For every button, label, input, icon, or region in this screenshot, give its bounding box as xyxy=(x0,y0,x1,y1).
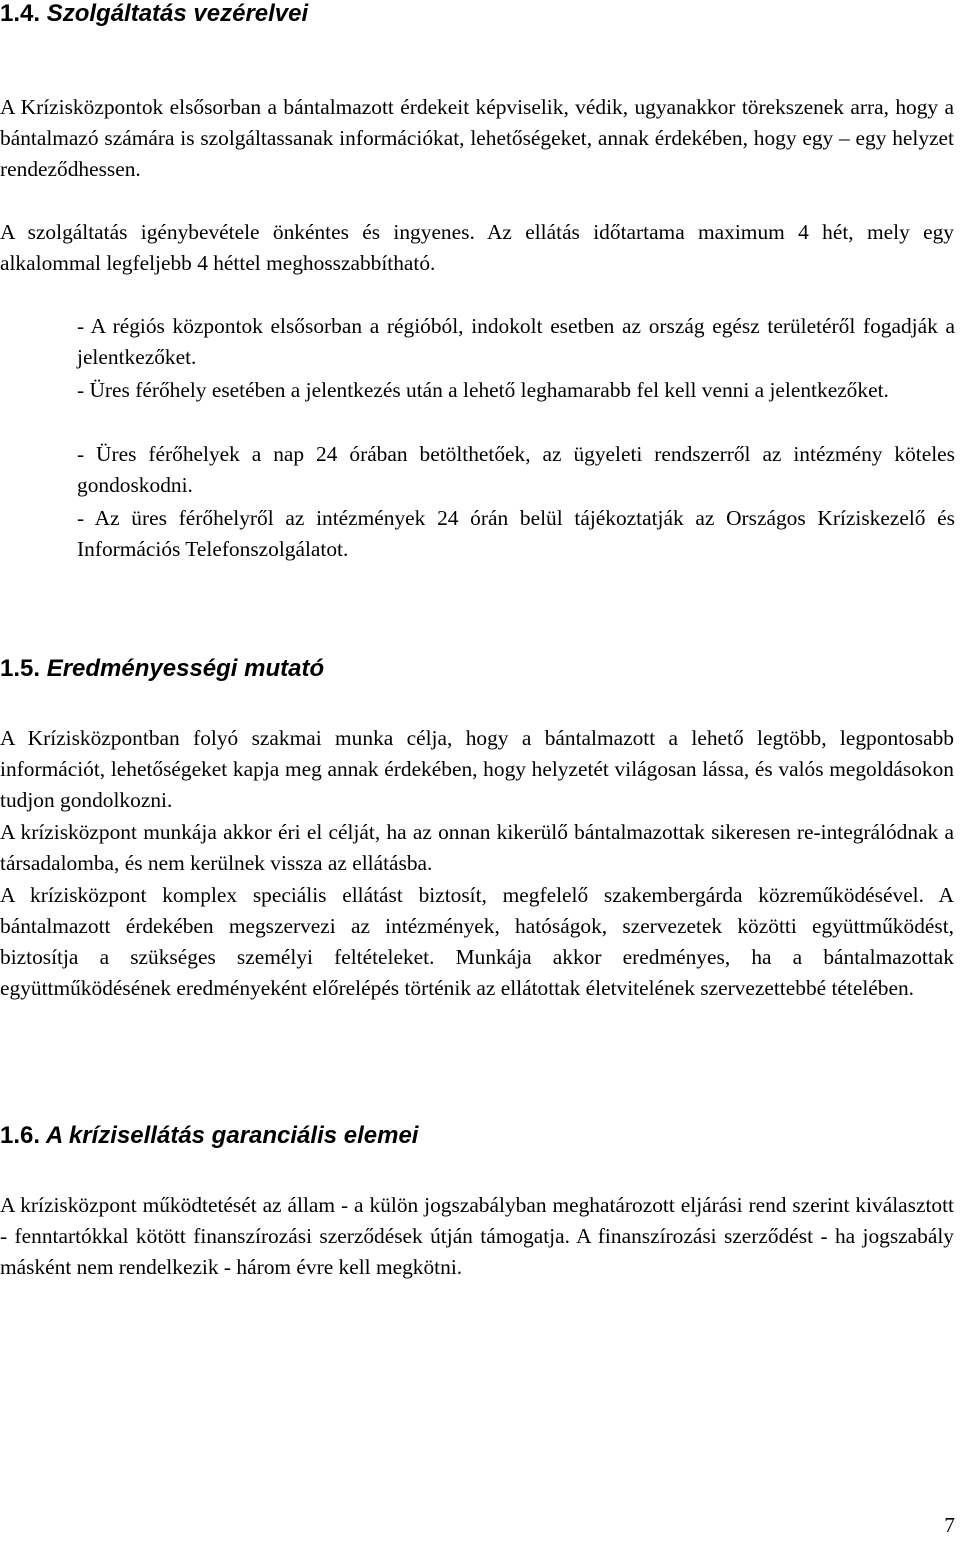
section-number: 1.4. xyxy=(0,0,41,27)
paragraph: A szolgáltatás igénybevétele önkéntes és ingyenes. Az ellátás időtartama maximum 4 hét, mely egy alkalommal legfeljebb 4 héttel meghosszabbítható. xyxy=(0,220,954,275)
page-number: 7 xyxy=(944,1513,955,1537)
section-heading-1-4 xyxy=(0,0,308,28)
section-title: Szolgáltatás vezérelvei xyxy=(46,0,309,27)
section-number: 1.6. xyxy=(0,1122,41,1149)
paragraph: A krízisközpont komplex speciális ellátást biztosít, megfelelő szakembergárda közreműködésével. A bántalmazott érdekében megszervezi az intézmények, hatóságok, szervezetek közötti együttműködést, biztosítja a szükséges személyi feltételeket. Munkája akkor eredményes, ha a bántalmazottak együttműködésének eredményeként előrelépés történik az ellátottak életvitelének szervezettebbé tételében. xyxy=(0,883,954,1000)
paragraph: A Krízisközpontban folyó szakmai munka célja, hogy a bántalmazott a lehető legtöbb, legpontosabb információt, lehetőségeket kapja meg annak érdekében, hogy helyzetét világosan lássa, és valós megoldásokon tudjon gondolkozni. xyxy=(0,726,954,812)
section-title: A krízisellátás garanciális elemei xyxy=(45,1122,419,1149)
bullet-item: - Az üres férőhelyről az intézmények 24 órán belül tájékoztatják az Országos Kríziskezelő és Információs Telefonszolgálatot. xyxy=(77,506,955,561)
paragraph: A krízisközpont működtetését az állam - a külön jogszabályban meghatározott eljárási rend szerint kiválasztott - fenntartókkal kötött finanszírozási szerződések útján támogatja. A finanszírozási szerződést - ha jogszabály másként nem rendelkezik - három évre kell megkötni. xyxy=(0,1193,954,1279)
paragraph: A Krízisközpontok elsősorban a bántalmazott érdekeit képviselik, védik, ugyanakkor törekszenek arra, hogy a bántalmazó számára is szolgáltassanak információkat, lehetőségeket, annak érdekében, hogy egy – egy helyzet rendeződhessen. xyxy=(0,95,954,181)
section-heading-1-6 xyxy=(0,1122,418,1150)
bullet-item: - Üres férőhelyek a nap 24 órában betölthetőek, az ügyeleti rendszerről az intézmény köteles gondoskodni. xyxy=(77,442,955,497)
section-title: Eredményességi mutató xyxy=(46,655,325,682)
bullet-item: - Üres férőhely esetében a jelentkezés után a lehető leghamarabb fel kell venni a jelentkezőket. xyxy=(77,378,889,402)
paragraph: A krízisközpont munkája akkor éri el célját, ha az onnan kikerülő bántalmazottak sikeresen re-integrálódnak a társadalomba, és nem kerülnek vissza az ellátásba. xyxy=(0,820,954,875)
section-heading-1-5 xyxy=(0,655,324,683)
section-number: 1.5. xyxy=(0,655,41,682)
bullet-item: - A régiós központok elsősorban a régióból, indokolt esetben az ország egész területéről fogadják a jelentkezőket. xyxy=(77,314,955,369)
